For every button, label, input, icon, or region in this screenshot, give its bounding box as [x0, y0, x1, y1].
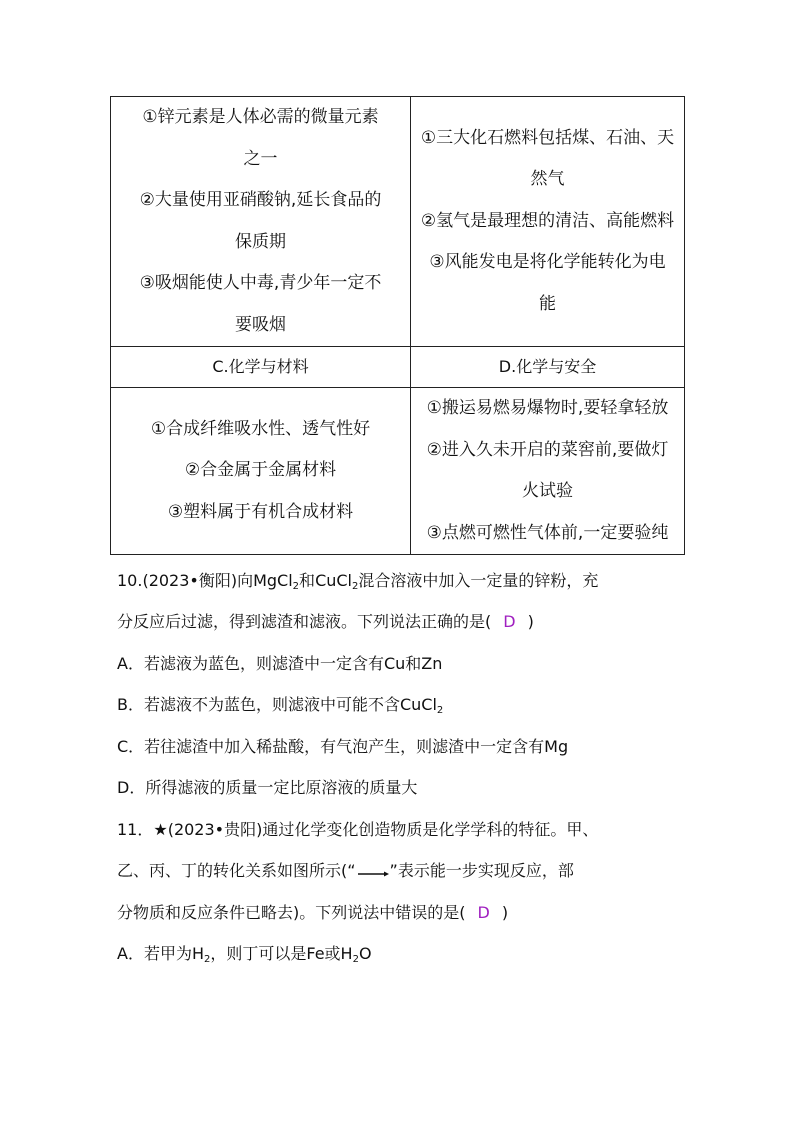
cell-line: ①三大化石燃料包括煤、石油、天: [420, 127, 675, 148]
q10-prefix: 10.(2023•衡阳)向: [117, 571, 254, 590]
q11-stem-text: 乙、丙、丁的转化关系如图所示(“: [117, 861, 356, 880]
formula-text: CuCl: [315, 571, 352, 590]
closing-paren: ): [527, 612, 534, 631]
cell-line: ②大量使用亚硝酸钠,延长食品的: [139, 190, 382, 210]
q11-option-a: [117, 941, 372, 964]
table-header-c: C.化学与材料: [111, 347, 411, 388]
q11-stem-line-2: [117, 858, 574, 881]
right-arrow-icon: [356, 867, 390, 877]
cell-line: ①合成纤维吸水性、透气性好: [150, 418, 371, 439]
table-cell-c-content: [111, 388, 411, 555]
subscript: 2: [352, 954, 359, 965]
subscript: 2: [203, 954, 211, 965]
table-header-d: D.化学与安全: [411, 347, 685, 388]
cell-line: 保质期: [235, 231, 286, 252]
q11-stem-line-1: 11．★(2023•贵阳)通过化学变化创造物质是化学学科的特征。甲、: [117, 820, 599, 839]
cell-line: ②进入久未开启的菜窖前,要做灯: [426, 439, 669, 460]
q11-stem-text: ”表示能一步实现反应，部: [389, 861, 574, 880]
formula-text: MgCl: [253, 571, 293, 590]
q10-option-d: D．所得滤液的质量一定比原溶液的质量大: [117, 778, 418, 797]
cell-line: 火试验: [522, 481, 573, 501]
closing-paren: ): [501, 903, 509, 922]
cell-line: ②合金属于金属材料: [184, 460, 337, 481]
q10-stem-text: 分反应后过滤，得到滤渣和滤液。下列说法正确的是(: [117, 612, 492, 631]
cell-line: ②氢气是最理想的清洁、高能燃料: [420, 210, 675, 231]
q11-answer: D: [477, 903, 490, 922]
cell-line: ①锌元素是人体必需的微量元素: [142, 107, 379, 127]
option-text: ，则丁可以是Fe或H: [210, 944, 353, 963]
cell-line: ③点燃可燃性气体前,一定要验纯: [426, 522, 669, 543]
subscript: 2: [292, 581, 300, 592]
cell-line: 能: [539, 293, 556, 314]
option-text: O: [358, 944, 372, 963]
table-row: [111, 388, 685, 555]
cell-line: 之一: [243, 148, 278, 169]
formula-cucl2: [315, 571, 358, 590]
subscript: 2: [352, 581, 359, 592]
q10-option-c: C．若往滤渣中加入稀盐酸，有气泡产生，则滤渣中一定含有Mg: [117, 737, 569, 756]
cell-line: 要吸烟: [235, 314, 286, 335]
option-text: A．若甲为H: [117, 944, 204, 963]
q10-option-a: A．若滤液为蓝色，则滤渣中一定含有Cu和Zn: [117, 654, 443, 673]
conjunction: 和: [299, 571, 316, 590]
cell-line: ③塑料属于有机合成材料: [167, 501, 354, 522]
table-cell-b-content: [411, 97, 685, 347]
table-row: [111, 97, 685, 347]
cell-line: ③风能发电是将化学能转化为电: [429, 252, 666, 273]
table-cell-a-content: [111, 97, 411, 347]
q10-stem-rest: 混合溶液中加入一定量的锌粉，充: [358, 571, 599, 590]
q10-option-b: [117, 692, 443, 715]
subscript: 2: [436, 705, 444, 716]
table-cell-d-content: [411, 388, 685, 555]
table-row: [111, 347, 685, 388]
option-text: B．若滤液不为蓝色，则滤液中可能不含CuCl: [117, 695, 437, 714]
q11-stem-line-3: [117, 900, 508, 923]
cell-line: 然气: [530, 169, 565, 190]
q10-stem-line-2: [117, 609, 534, 632]
formula-mgcl2: [253, 571, 299, 590]
q10-stem-line-1: [117, 568, 598, 591]
q10-answer: D: [503, 612, 516, 631]
knowledge-table: [110, 96, 685, 555]
q11-stem-text: 分物质和反应条件已略去)。下列说法中错误的是(: [117, 903, 466, 922]
cell-line: ①搬运易燃易爆物时,要轻拿轻放: [426, 398, 669, 418]
cell-line: ③吸烟能使人中毒,青少年一定不: [139, 273, 382, 293]
